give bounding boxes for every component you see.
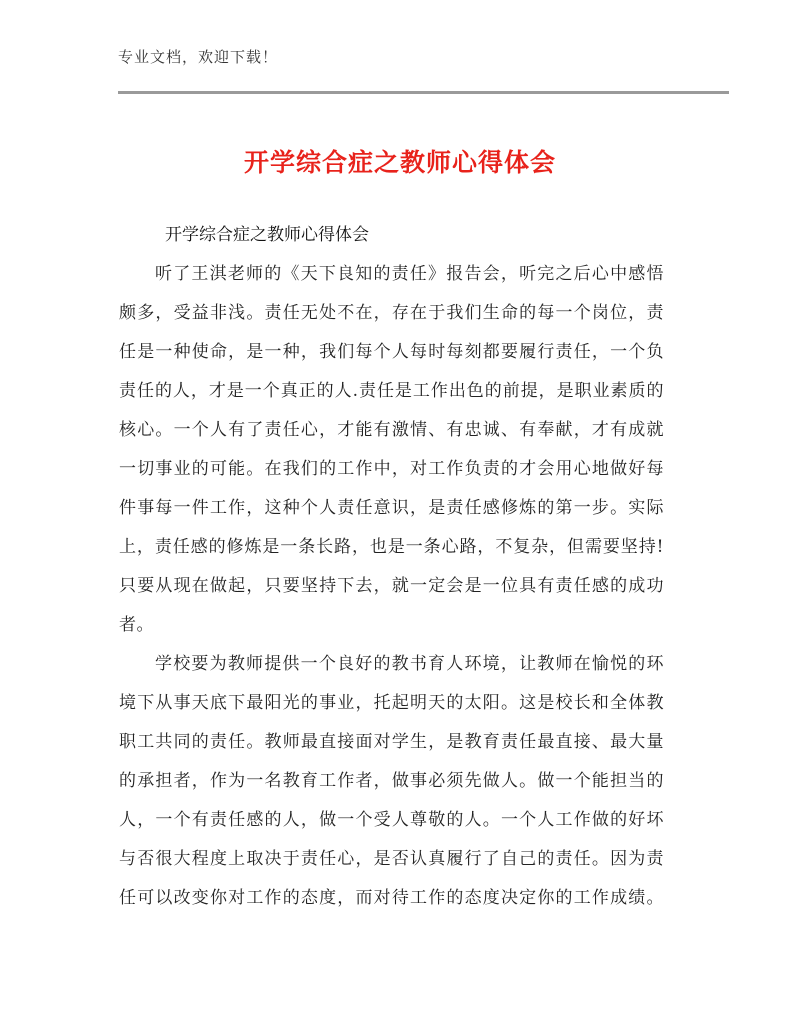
text-line: 一切事业的可能。在我们的工作中，对工作负责的才会用心地做好每 — [119, 459, 664, 479]
paragraph-1 — [119, 255, 664, 645]
text-line: 核心。一个人有了责任心，才能有激情、有忠诚、有奉献，才有成就 — [119, 420, 664, 440]
paragraph-2 — [119, 645, 664, 918]
text-line: 的承担者，作为一名教育工作者，做事必须先做人。做一个能担当的 — [119, 771, 664, 791]
document-subtitle: 开学综合症之教师心得体会 — [165, 225, 369, 245]
text-line: 者。 — [119, 615, 154, 635]
text-line: 颇多，受益非浅。责任无处不在，存在于我们生命的每一个岗位，责 — [119, 303, 664, 323]
text-line: 任是一种使命，是一种，我们每个人每时每刻都要履行责任，一个负 — [119, 342, 664, 362]
text-line: 上，责任感的修炼是一条长路，也是一条心路，不复杂，但需要坚持! — [119, 537, 664, 557]
text-line: 听了王淇老师的《天下良知的责任》报告会，听完之后心中感悟 — [155, 264, 664, 284]
text-line: 与否很大程度上取决于责任心，是否认真履行了自己的责任。因为责 — [119, 849, 664, 869]
text-line: 责任的人，才是一个真正的人.责任是工作出色的前提，是职业素质的 — [119, 381, 664, 401]
document-title: 开学综合症之教师心得体会 — [243, 148, 556, 177]
header-divider — [118, 91, 729, 94]
document-body — [119, 255, 664, 918]
text-line: 只要从现在做起，只要坚持下去，就一定会是一位具有责任感的成功 — [119, 576, 664, 596]
text-line: 任可以改变你对工作的态度，而对待工作的态度决定你的工作成绩。 — [119, 888, 664, 908]
text-line: 境下从事天底下最阳光的事业，托起明天的太阳。这是校长和全体教 — [119, 693, 664, 713]
text-line: 人，一个有责任感的人，做一个受人尊敬的人。一个人工作做的好坏 — [119, 810, 664, 830]
text-line: 件事每一件工作，这种个人责任意识，是责任感修炼的第一步。实际 — [119, 498, 664, 518]
header-note: 专业文档，欢迎下载！ — [118, 48, 279, 66]
text-line: 学校要为教师提供一个良好的教书育人环境，让教师在愉悦的环 — [155, 654, 664, 674]
text-line: 职工共同的责任。教师最直接面对学生，是教育责任最直接、最大量 — [119, 732, 664, 752]
